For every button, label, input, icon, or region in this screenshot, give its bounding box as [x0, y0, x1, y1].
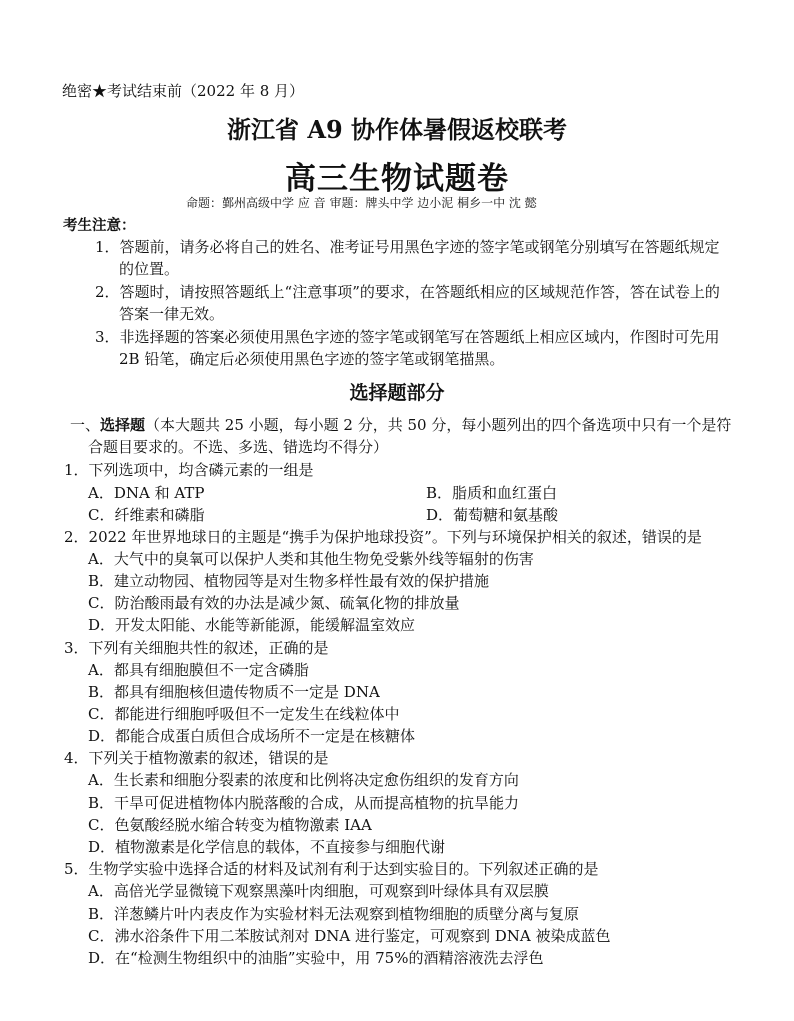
option: A．DNA 和 ATP	[88, 484, 205, 502]
section-heading-cont: 合题目要求的。不选、多选、错选均不得分）	[88, 438, 389, 456]
section-heading-rest: （本大题共 25 小题，每小题 2 分，共 50 分，每小题列出的四个备选项中只有一个是符	[145, 416, 732, 434]
option: C．沸水浴条件下用二苯胺试剂对 DNA 进行鉴定，可观察到 DNA 被染成蓝色	[88, 927, 611, 945]
option: B．建立动物园、植物园等是对生物多样性最有效的保护措施	[88, 572, 490, 590]
question-stem: 2．2022 年世界地球日的主题是“携手为保护地球投资”。下列与环境保护相关的叙述，错误的是	[64, 528, 702, 546]
section-heading-prefix: 一、	[70, 416, 101, 434]
section-heading	[70, 414, 731, 435]
exam-title: 浙江省 A9 协作体暑假返校联考	[226, 115, 568, 144]
option: C．都能进行细胞呼吸但不一定发生在线粒体中	[88, 705, 400, 723]
question-stem: 4．下列关于植物激素的叙述，错误的是	[64, 749, 329, 767]
question-stem: 5．生物学实验中选择合适的材料及试剂有利于达到实验目的。下列叙述正确的是	[64, 860, 599, 878]
option: A．都具有细胞膜但不一定含磷脂	[88, 661, 309, 679]
notice-item-cont: 2B 铅笔，确定后必须使用黑色字迹的签字笔或钢笔描黑。	[119, 350, 505, 368]
option: C．纤维素和磷脂	[88, 506, 205, 524]
notice-item-cont: 的位置。	[119, 260, 180, 278]
option: C．防治酸雨最有效的办法是减少氮、硫氧化物的排放量	[88, 594, 460, 612]
option: B．都具有细胞核但遗传物质不一定是 DNA	[88, 683, 380, 701]
notice-title: 考生注意：	[63, 217, 136, 234]
setters-line: 命题：鄞州高级中学 应 音 审题：牌头中学 边小泥 桐乡一中 沈 懿	[186, 196, 537, 210]
option: D．在“检测生物组织中的油脂”实验中，用 75%的酒精溶液洗去浮色	[88, 949, 544, 967]
notice-item: 3．非选择题的答案必须使用黑色字迹的签字笔或钢笔写在答题纸上相应区域内，作图时可先用	[95, 328, 720, 346]
paper-title: 高三生物试题卷	[285, 161, 509, 197]
section-heading-bold: 选择题	[100, 416, 146, 434]
option: D．都能合成蛋白质但合成场所不一定是在核糖体	[88, 727, 416, 745]
notice-item-cont: 答案一律无效。	[119, 305, 225, 323]
section-title: 选择题部分	[349, 382, 445, 404]
option: A．大气中的臭氧可以保护人类和其他生物免受紫外线等辐射的伤害	[88, 550, 534, 568]
question-stem: 1．下列选项中，均含磷元素的一组是	[64, 461, 314, 479]
option: B．干旱可促进植物体内脱落酸的合成，从而提高植物的抗旱能力	[88, 794, 520, 812]
question-stem: 3．下列有关细胞共性的叙述，正确的是	[64, 639, 329, 657]
option: D．葡萄糖和氨基酸	[426, 506, 559, 524]
option: D．开发太阳能、水能等新能源，能缓解温室效应	[88, 616, 416, 634]
notice-item: 2．答题时，请按照答题纸上“注意事项”的要求，在答题纸相应的区域规范作答，答在试卷上的	[95, 283, 720, 301]
notice-item: 1．答题前，请务必将自己的姓名、准考证号用黑色字迹的签字笔或钢笔分别填写在答题纸规定	[95, 238, 720, 256]
option: C．色氨酸经脱水缩合转变为植物激素 IAA	[88, 816, 372, 834]
option: B．脂质和血红蛋白	[426, 484, 558, 502]
option: D．植物激素是化学信息的载体，不直接参与细胞代谢	[88, 838, 446, 856]
option: B．洋葱鳞片叶内表皮作为实验材料无法观察到植物细胞的质壁分离与复原	[88, 905, 580, 923]
option: A．生长素和细胞分裂素的浓度和比例将决定愈伤组织的发育方向	[88, 771, 519, 789]
option: A．高倍光学显微镜下观察黑藻叶肉细胞，可观察到叶绿体具有双层膜	[88, 882, 549, 900]
confidential-label: 绝密★考试结束前（2022 年 8 月）	[62, 82, 305, 100]
